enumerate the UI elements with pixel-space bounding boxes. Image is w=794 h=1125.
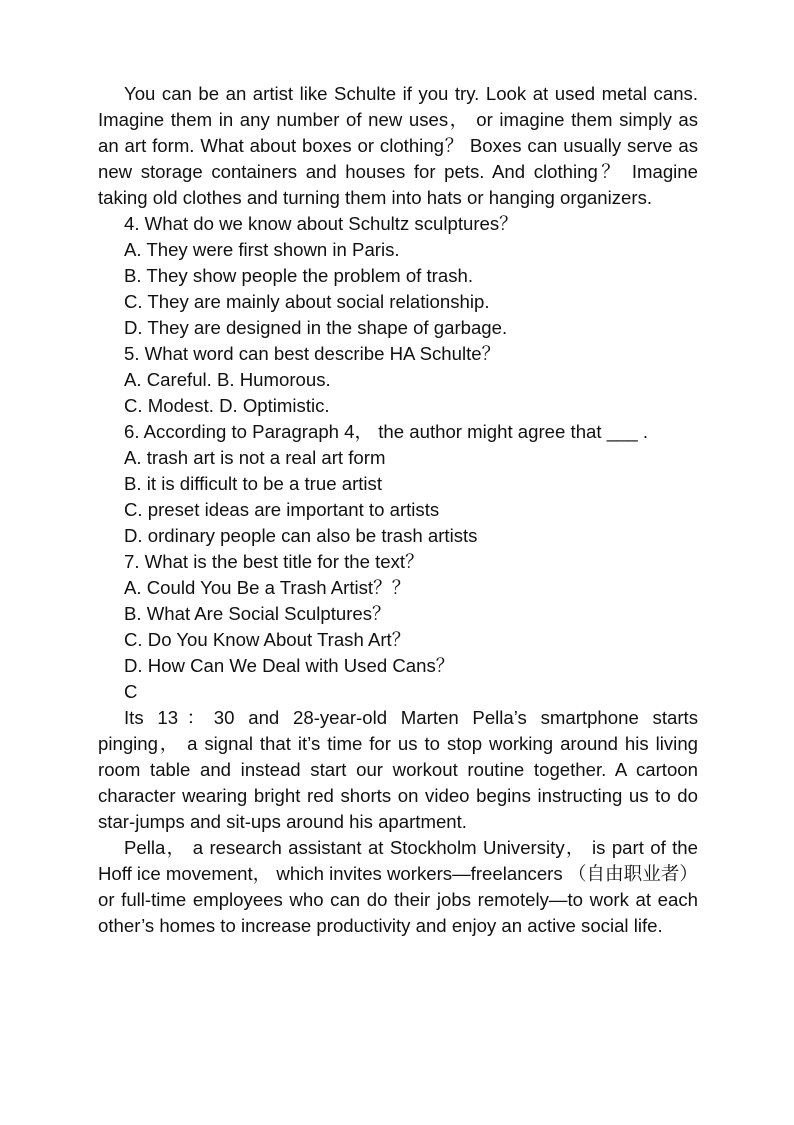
question-option: A. They were first shown in Paris. <box>124 239 400 260</box>
passage-paragraph: Pella， a research assistant at Stockholm University， is part of the Hoff ice movement， which invites workers—freelancers （自由职业者） or full-time employees who can do their jobs remotely—to work at each other’s homes to increase productivity and enjoy an active social life. <box>98 837 698 936</box>
question-option: A. trash art is not a real art form <box>124 447 386 468</box>
question-6 <box>98 419 698 549</box>
question-option: C. Do You Know About Trash Art？ <box>124 629 411 650</box>
question-5 <box>98 341 698 419</box>
question-option: A. Could You Be a Trash Artist？？ <box>124 577 411 598</box>
question-stem: 5. What word can best describe HA Schulte？ <box>124 343 501 364</box>
question-option: D. How Can We Deal with Used Cans？ <box>124 655 455 676</box>
question-option: B. They show people the problem of trash. <box>124 265 474 286</box>
passage-paragraph: Its 13：30 and 28-year-old Marten Pella’s smartphone starts pinging， a signal that it’s time for us to stop working around his living room table and instead start our workout routine together. A cartoon character wearing bright red shorts on video begins instructing us to do star-jumps and sit-ups around his apartment. <box>98 707 698 832</box>
question-4 <box>98 211 698 341</box>
passage-paragraph: You can be an artist like Schulte if you try. Look at used metal cans. Imagine them in any number of new uses， or imagine them simply as an art form. What about boxes or clothing？ Boxes can usually serve as new storage containers and houses for pets. And clothing？ Imagine taking old clothes and turning them into hats or hanging organizers. <box>98 83 698 208</box>
document-body <box>98 81 698 939</box>
question-option: B. What Are Social Sculptures？ <box>124 603 391 624</box>
question-7 <box>98 549 698 679</box>
question-stem: 7. What is the best title for the text？ <box>124 551 424 572</box>
question-option: D. They are designed in the shape of garbage. <box>124 317 508 338</box>
question-stem: 6. According to Paragraph 4， the author might agree that ___ . <box>124 421 649 442</box>
question-stem: 4. What do we know about Schultz sculptures？ <box>124 213 518 234</box>
question-option: B. it is difficult to be a true artist <box>124 473 383 494</box>
question-option: A. Careful. B. Humorous. <box>124 369 331 390</box>
question-option: C. Modest. D. Optimistic. <box>124 395 330 416</box>
question-option: D. ordinary people can also be trash artists <box>124 525 478 546</box>
section-label: C <box>124 681 138 702</box>
question-option: C. preset ideas are important to artists <box>124 499 440 520</box>
question-option: C. They are mainly about social relationship. <box>124 291 490 312</box>
